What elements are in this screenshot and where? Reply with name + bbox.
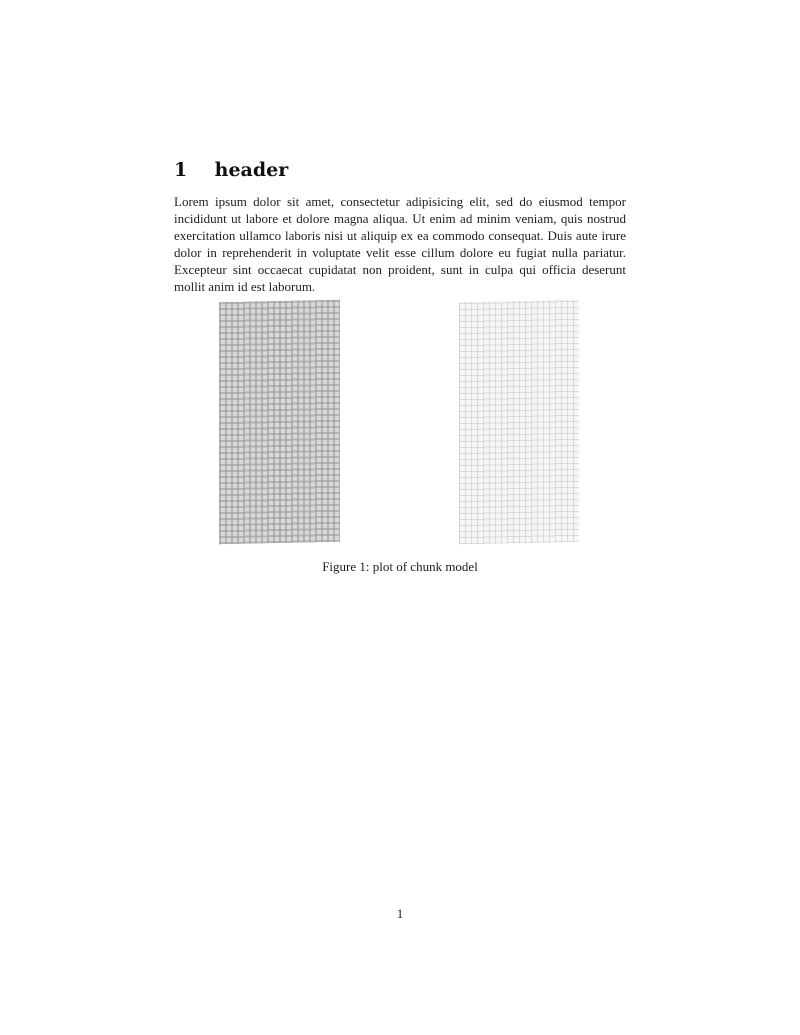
figure-panel-blank xyxy=(340,301,461,543)
figure-panel-dense-grid xyxy=(219,300,340,545)
figure-caption: Figure 1: plot of chunk model xyxy=(322,559,478,574)
section-number: 1 xyxy=(174,159,188,181)
section-title: header xyxy=(214,159,289,181)
section-heading xyxy=(174,157,288,183)
figure-panel-light-grid xyxy=(459,300,579,545)
figure-image xyxy=(219,301,581,543)
body-paragraph: Lorem ipsum dolor sit amet, consectetur adipisicing elit, sed do eiusmod tempor incididunt ut labore et dolore magna aliqua. Ut enim ad minim veniam, quis nostrud exercitation ullamco laboris nisi ut aliquip ex ea commodo consequat. Duis aute irure dolor in reprehenderit in voluptate velit esse cillum dolore eu fugiat nulla pariatur. Excepteur sint occaecat cupidatat non proident, sunt in culpa qui officia deserunt mollit anim id est laborum. xyxy=(174,194,626,294)
page-number: 1 xyxy=(396,906,404,921)
